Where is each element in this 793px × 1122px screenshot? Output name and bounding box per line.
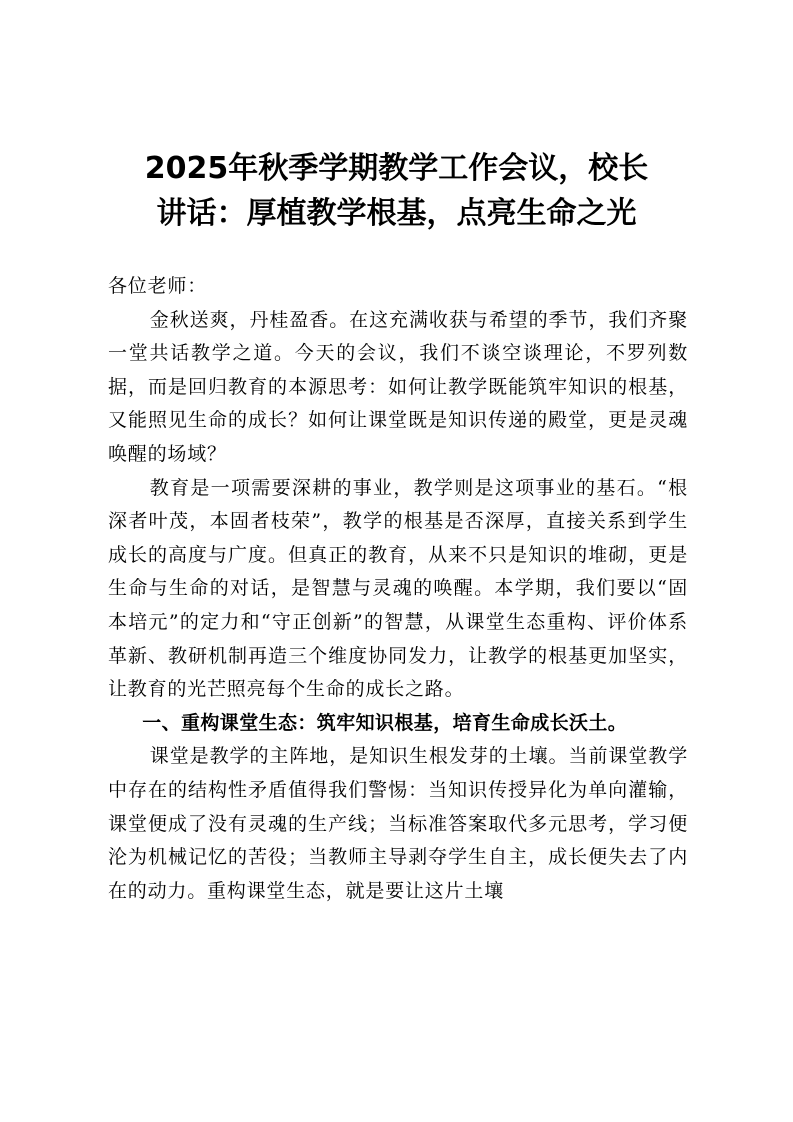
title-line-1: 2025年秋季学期教学工作会议，校长 [144, 151, 649, 186]
document-body [108, 270, 688, 908]
section-heading-1: 一、重构课堂生态：筑牢知识根基，培育生命成长沃土。 [142, 711, 628, 734]
section-1-paragraph: 课堂是教学的主阵地，是知识生根发芽的土壤。当前课堂教学中存在的结构性矛盾值得我们警惕：当知识传授异化为单向灌输，课堂便成了没有灵魂的生产线；当标准答案取代多元思考，学习便沦为机械记忆的苦役；当教师主导剥夺学生自主，成长便失去了内在的动力。重构课堂生态，就是要让这片土壤 [108, 745, 688, 902]
paragraph-foundation: 教育是一项需要深耕的事业，教学则是这项事业的基石。“根深者叶茂，本固者枝荣”，教学的根基是否深厚，直接关系到学生成长的高度与广度。但真正的教育，从来不只是知识的堆砌，更是生命与生命的对话，是智慧与灵魂的唤醒。本学期，我们要以“固本培元”的定力和“守正创新”的智慧，从课堂生态重构、评价体系革新、教研机制再造三个维度协同发力，让教学的根基更加坚实，让教育的光芒照亮每个生命的成长之路。 [108, 476, 688, 701]
title-line-2: 讲话：厚植教学根基，点亮生命之光 [156, 196, 637, 231]
salutation: 各位老师： [108, 275, 208, 297]
document-title [90, 146, 703, 236]
paragraph-intro: 金秋送爽，丹桂盈香。在这充满收获与希望的季节，我们齐聚一堂共话教学之道。今天的会议，我们不谈空谈理论，不罗列数据，而是回归教育的本源思考：如何让教学既能筑牢知识的根基，又能照见生命的成长？如何让课堂既是知识传递的殿堂，更是灵魂唤醒的场域？ [108, 308, 688, 465]
